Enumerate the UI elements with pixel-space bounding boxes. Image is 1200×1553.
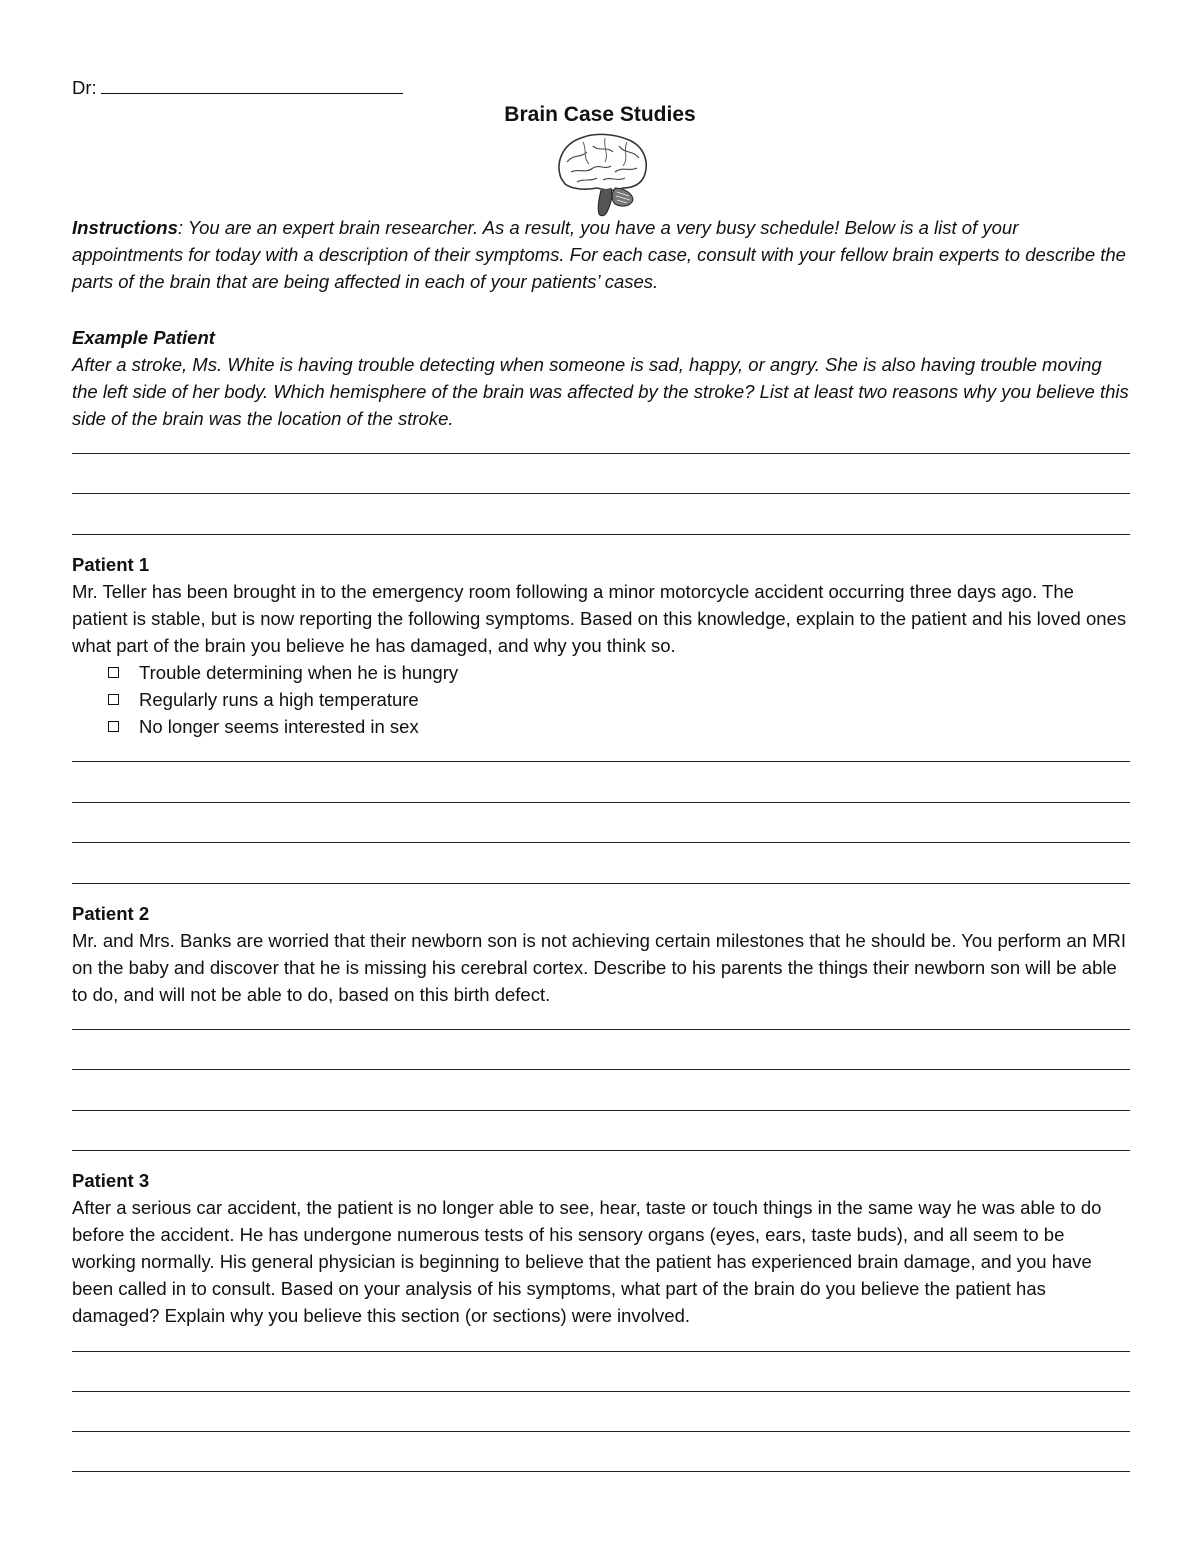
answer-line[interactable] (72, 1069, 1130, 1070)
answer-line[interactable] (72, 842, 1130, 843)
instructions-label: Instructions (72, 217, 178, 238)
answer-line[interactable] (72, 1431, 1130, 1432)
doctor-name-blank[interactable] (101, 75, 403, 94)
answer-line[interactable] (72, 1391, 1130, 1392)
answer-line[interactable] (72, 453, 1130, 454)
answer-line[interactable] (72, 493, 1130, 494)
brain-illustration-icon (553, 132, 651, 218)
checkbox-icon[interactable] (108, 694, 119, 705)
answer-line[interactable] (72, 1110, 1130, 1111)
checkbox-icon[interactable] (108, 667, 119, 678)
answer-line[interactable] (72, 802, 1130, 803)
answer-line[interactable] (72, 883, 1130, 884)
patient-3-text: After a serious car accident, the patient is no longer able to see, hear, taste or touch things in the same way he was able to do before the accident. He has undergone numerous tests of his sensory organs (eyes, ears, taste buds), and all seem to be working normally. His general physician is beginning to believe that the patient has experienced brain damage, and you have been called in to consult. Based on your analysis of his symptoms, what part of the brain do you believe the patient has damaged? Explain why you believe this section (or sections) were involved. (72, 1197, 1102, 1326)
answer-line[interactable] (72, 534, 1130, 535)
patient-2-heading: Patient 2 (72, 903, 150, 924)
instructions-text: : You are an expert brain researcher. As a result, you have a very busy schedule! Below is a list of your appointments for today with a description of their symptoms. For each case, consult with your fellow brain experts to describe the parts of the brain that are being affected in each of your patients’ cases. (72, 217, 1126, 292)
symptom-label: Regularly runs a high temperature (139, 689, 419, 710)
patient-1-heading: Patient 1 (72, 554, 150, 575)
answer-line[interactable] (72, 1471, 1130, 1472)
symptom-item (108, 713, 458, 740)
example-patient-heading: Example Patient (72, 327, 215, 348)
symptom-item (108, 659, 458, 686)
checkbox-icon[interactable] (108, 721, 119, 732)
answer-line[interactable] (72, 1351, 1130, 1352)
page-title: Brain Case Studies (504, 103, 696, 126)
symptom-item (108, 686, 458, 713)
answer-line[interactable] (72, 761, 1130, 762)
doctor-label: Dr: (72, 77, 97, 98)
doctor-name-field[interactable] (72, 75, 403, 100)
answer-line[interactable] (72, 1029, 1130, 1030)
answer-line[interactable] (72, 1150, 1130, 1151)
patient-1-symptom-list (108, 659, 458, 740)
patient-1-text: Mr. Teller has been brought in to the emergency room following a minor motorcycle accident occurring three days ago. The patient is stable, but is now reporting the following symptoms. Based on this knowledge, explain to the patient and his loved ones what part of the brain you believe he has damaged, and why you think so. (72, 581, 1127, 656)
patient-2-text: Mr. and Mrs. Banks are worried that their newborn son is not achieving certain milestones that he should be. You perform an MRI on the baby and discover that he is missing his cerebral cortex. Describe to his parents the things their newborn son will be able to do, and will not be able to do, based on this birth defect. (72, 930, 1127, 1005)
symptom-label: No longer seems interested in sex (139, 716, 419, 737)
example-patient-text: After a stroke, Ms. White is having trouble detecting when someone is sad, happy, or angry. She is also having trouble moving the left side of her body. Which hemisphere of the brain was affected by the stroke? List at least two reasons why you believe this side of the brain was the location of the stroke. (72, 354, 1129, 429)
patient-3-heading: Patient 3 (72, 1170, 150, 1191)
symptom-label: Trouble determining when he is hungry (139, 662, 459, 683)
instructions-paragraph (72, 214, 1130, 295)
